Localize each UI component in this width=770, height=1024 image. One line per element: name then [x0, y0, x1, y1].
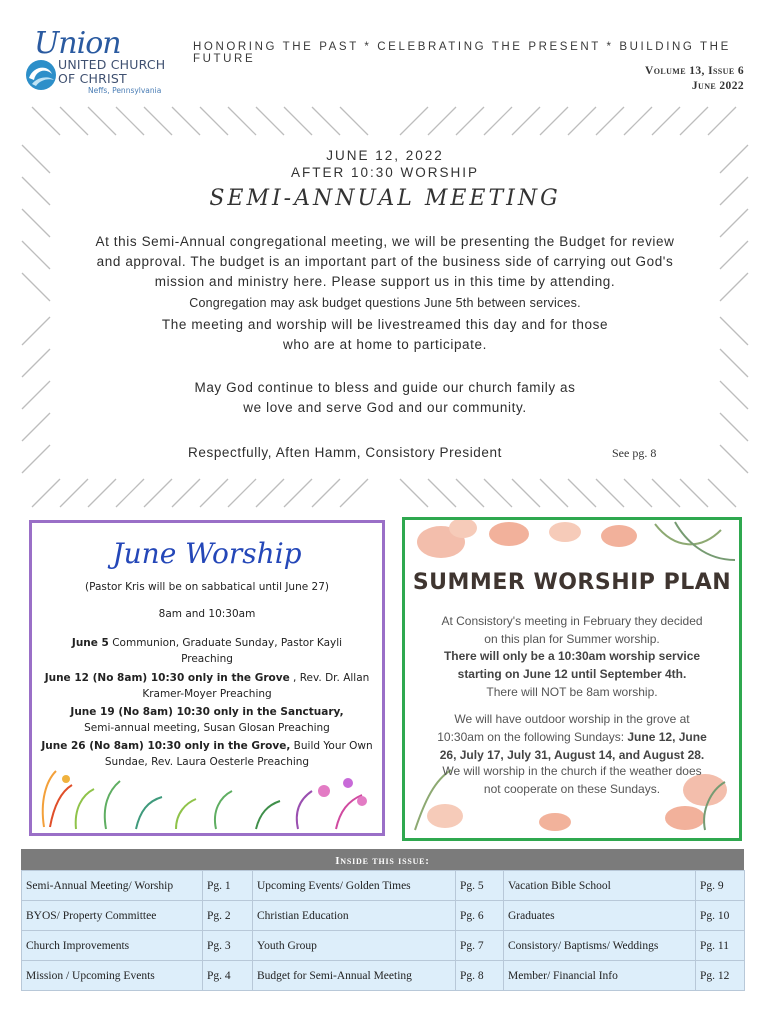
contents-page: Pg. 2: [203, 901, 253, 931]
contents-page: Pg. 6: [456, 901, 504, 931]
paragraph-line: There will only be a 10:30am worship service: [443, 649, 701, 663]
table-row: [22, 931, 745, 961]
masthead-tagline: HONORING THE PAST * CELEBRATING THE PRESENT * BUILDING THE FUTURE: [193, 41, 731, 65]
paragraph-line: At this Semi-Annual congregational meeting, we will be presenting the Budget for review: [95, 234, 675, 249]
worship-entry: [32, 670, 382, 702]
table-row: [22, 871, 745, 901]
table-row: [22, 961, 745, 991]
contents-item[interactable]: Vacation Bible School: [504, 871, 696, 901]
june-worship-box: [29, 520, 385, 836]
contents-page: Pg. 4: [203, 961, 253, 991]
paragraph-line: we love and serve God and our community.: [243, 400, 527, 415]
livestream-note: [0, 315, 770, 355]
meeting-title: SEMI-ANNUAL MEETING: [209, 186, 561, 211]
meeting-date-line: JUNE 12, 2022: [326, 148, 444, 163]
contents-page: Pg. 9: [696, 871, 745, 901]
meeting-date: [0, 147, 770, 181]
worship-entry: [32, 704, 382, 736]
issue-info: [645, 64, 744, 94]
wave-swirl-icon: [24, 58, 58, 92]
summer-worship-box: [402, 517, 742, 841]
paragraph-line: and approval. The budget is an important part of the business side of carrying out God's: [96, 254, 674, 269]
entry-detail: Kramer-Moyer Preaching: [142, 688, 272, 700]
summer-paragraph: [413, 647, 731, 683]
summer-paragraph: [413, 612, 731, 648]
contents-item[interactable]: Church Improvements: [22, 931, 203, 961]
entry-detail: Sundae, Rev. Laura Oesterle Preaching: [104, 756, 310, 768]
inside-heading: Inside this issue:: [21, 849, 744, 870]
contents-page: Pg. 12: [696, 961, 745, 991]
blessing-note: [0, 378, 770, 418]
entry-detail: , Rev. Dr. Allan: [289, 672, 370, 684]
grove-dates: June 12, June: [627, 730, 707, 744]
entry-detail: Build Your Own: [290, 740, 373, 752]
logo-location: Neffs, Pennsylvania: [88, 86, 162, 95]
paragraph-line: We will have outdoor worship in the grove at: [454, 712, 690, 726]
grove-dates: 26, July 17, July 31, August 14, and August 28.: [439, 748, 705, 762]
paragraph-line: The meeting and worship will be livestreamed this day and for those: [161, 317, 609, 332]
budget-questions-note: Congregation may ask budget questions June 5th between services.: [189, 296, 581, 310]
contents-page: Pg. 10: [696, 901, 745, 931]
paragraph-line: mission and ministry here. Please support us in this time by attending.: [154, 274, 616, 289]
paragraph-line: 10:30am on the following Sundays:: [437, 730, 628, 744]
church-logo: [24, 26, 184, 96]
summer-paragraph: [413, 710, 731, 764]
logo-line-2: OF CHRIST: [58, 71, 127, 86]
entry-date: June 12 (No 8am) 10:30 only in the Grove: [44, 672, 290, 684]
meeting-time-line: AFTER 10:30 WORSHIP: [290, 165, 480, 180]
june-worship-title: June Worship: [112, 537, 302, 570]
meeting-paragraph-1: [0, 232, 770, 292]
contents-page: Pg. 8: [456, 961, 504, 991]
contents-item[interactable]: Graduates: [504, 901, 696, 931]
entry-detail: Preaching: [181, 653, 233, 665]
summer-plan-title: SUMMER WORSHIP PLAN: [412, 570, 732, 595]
contents-item[interactable]: Mission / Upcoming Events: [22, 961, 203, 991]
contents-page: Pg. 1: [203, 871, 253, 901]
contents-item[interactable]: Youth Group: [253, 931, 456, 961]
sabbatical-note: (Pastor Kris will be on sabbatical until June 27): [85, 581, 329, 593]
contents-page: Pg. 11: [696, 931, 745, 961]
entry-date: June 5: [71, 637, 109, 649]
entry-detail: Communion, Graduate Sunday, Pastor Kayli: [108, 637, 343, 649]
logo-line-1: UNITED CHURCH: [58, 57, 166, 72]
paragraph-line: who are at home to participate.: [283, 337, 487, 352]
watercolor-leaves-decoration: [36, 761, 380, 831]
contents-item[interactable]: Christian Education: [253, 901, 456, 931]
contents-item[interactable]: Upcoming Events/ Golden Times: [253, 871, 456, 901]
service-times: 8am and 10:30am: [158, 608, 256, 620]
paragraph-line: At Consistory's meeting in February they decided: [441, 614, 703, 628]
worship-entry: [32, 635, 382, 667]
logo-script: Union: [34, 26, 121, 61]
contents-item[interactable]: BYOS/ Property Committee: [22, 901, 203, 931]
contents-page: Pg. 5: [456, 871, 504, 901]
contents-item[interactable]: Consistory/ Baptisms/ Weddings: [504, 931, 696, 961]
paragraph-line: starting on June 12 until September 4th.: [457, 667, 687, 681]
entry-date: June 19 (No 8am) 10:30 only in the Sanctuary,: [70, 706, 344, 718]
paragraph-line: We will worship in the church if the weather does: [442, 764, 702, 778]
signature-text: Respectfully, Aften Hamm, Consistory President: [188, 445, 502, 460]
paragraph-line: on this plan for Summer worship.: [484, 632, 660, 646]
contents-page: Pg. 7: [456, 931, 504, 961]
entry-detail: Semi-annual meeting, Susan Glosan Preaching: [84, 722, 330, 734]
entry-date: June 26 (No 8am) 10:30 only in the Grove,: [41, 740, 291, 752]
paragraph-line: not cooperate on these Sundays.: [483, 782, 661, 796]
summer-paragraph: [413, 762, 731, 798]
contents-table: [21, 870, 745, 991]
contents-item[interactable]: Budget for Semi-Annual Meeting: [253, 961, 456, 991]
contents-item[interactable]: Semi-Annual Meeting/ Worship: [22, 871, 203, 901]
inside-this-issue: [21, 849, 744, 991]
see-page-link[interactable]: See pg. 8: [612, 446, 657, 460]
paragraph-line: May God continue to bless and guide our church family as: [194, 380, 576, 395]
contents-item[interactable]: Member/ Financial Info: [504, 961, 696, 991]
contents-page: Pg. 3: [203, 931, 253, 961]
summer-paragraph: There will NOT be 8am worship.: [486, 685, 658, 699]
table-row: [22, 901, 745, 931]
volume-issue: Volume 13, Issue 6: [645, 65, 744, 77]
issue-date: June 2022: [691, 80, 744, 92]
